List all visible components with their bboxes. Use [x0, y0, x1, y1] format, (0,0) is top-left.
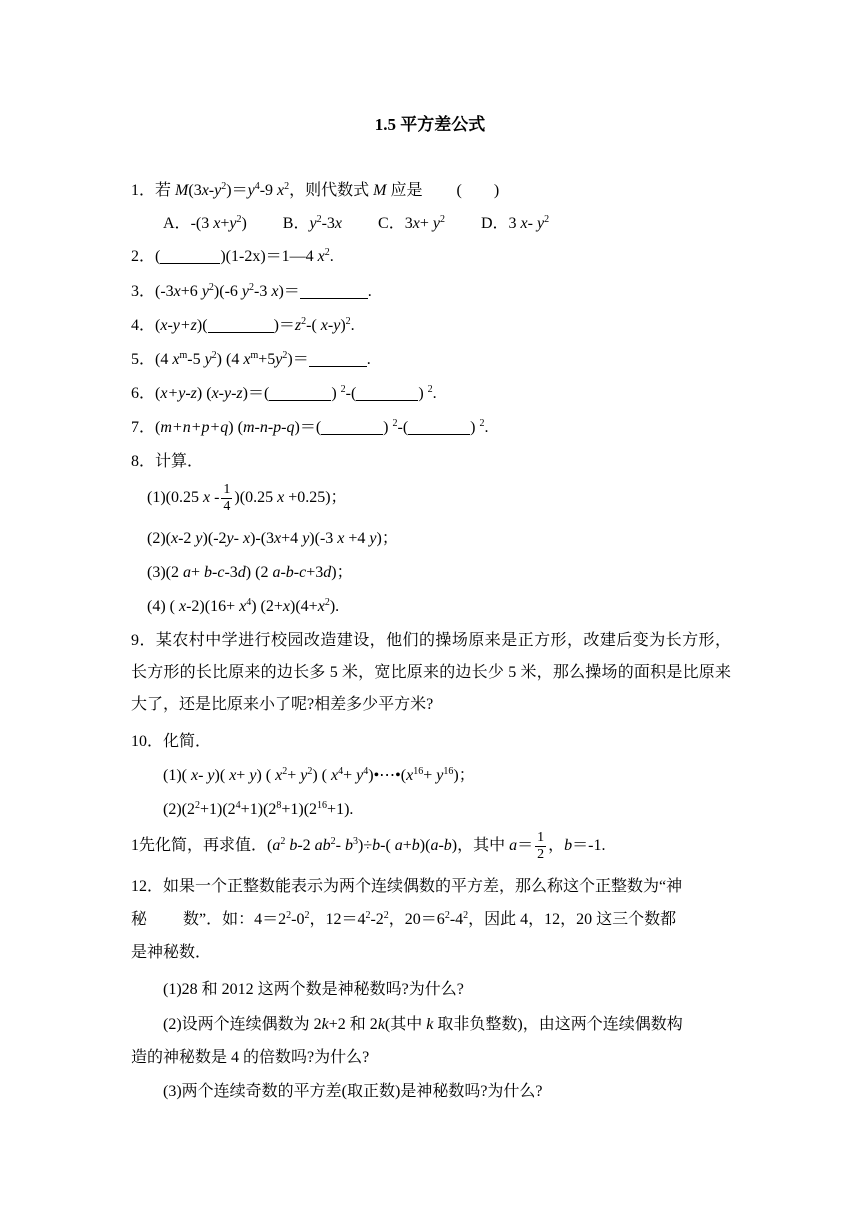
option-a: A．-(3 $x+y^2$) — [163, 214, 247, 232]
question-8: 8．计算． — [131, 453, 204, 470]
answer-parentheses: ( ) — [456, 182, 500, 199]
question-4: 4．(x-y+z)( )$=z^2-$( x-y)$^2$. — [131, 316, 355, 334]
question-10-part-1: (1)( x- y)( x+ y) ( $x^2+ y^2$) ( $x^4+$ $y^4)•\cdots•(x^{16}+ y^{16})$； — [163, 766, 475, 784]
option-d: D．3 x- $y^2$ — [480, 214, 550, 232]
question-12-line-3: 是神秘数． — [131, 944, 212, 961]
answer-blank[interactable] — [300, 282, 368, 299]
answer-blank[interactable] — [408, 418, 470, 435]
question-8-part-1: (1)(0.25 x - $\frac{1}{4}$ )(0.25 x +0.25)； — [147, 481, 347, 514]
page-title: 1.5 平方差公式 — [374, 115, 486, 134]
question-12-part-3: (3)两个连续奇数的平方差(取正数)是神秘数吗?为什么? — [163, 1083, 543, 1100]
question-3: 3．(-3x+6 $y^2)(-6$ $y^2-3$ x)＝ . — [131, 282, 372, 300]
answer-blank[interactable] — [309, 350, 367, 367]
question-12-line-2: 秘 数”．如：$4=2^2-0^2$，$12=4^2-2^2$，$20=6^2-4^2$，因此 4，12，20 这三个数都 — [131, 910, 677, 928]
question-10: 10．化简． — [131, 733, 212, 750]
question-1: 1．若 $M(3x-y^2)=y^4-9$ $x^2$，则代数式 M 应是 ( ) — [131, 181, 500, 199]
question-12-part-2: (2)设两个连续偶数为 2k+2 和 2k(其中 k 取非负整数)，由这两个连续偶数构 — [163, 1016, 683, 1033]
fraction-one-quarter: $\frac{1}{4}$ — [223, 481, 231, 514]
question-2: 2．( )(1-2x)＝1—4 $x^2$. — [131, 247, 334, 265]
answer-blank[interactable] — [321, 418, 383, 435]
question-8-part-2: (2)(x-2 y)(-2y- x)-(3x+4 y)(-3 x +4 y)； — [147, 530, 398, 547]
question-9: 9．某农村中学进行校园改造建设，他们的操场原来是正方形，改建后变为长方形，长方形的长比原来的边长多 5 米，宽比原来的边长少 5 米，那么操场的面积是比原来大了，还是比原来小了呢?相差多少平方米? — [131, 632, 731, 713]
question-6: 6．(x+y-z) (x-y-z)＝( ) $^2$-( ) $^2$. — [131, 384, 437, 402]
answer-blank[interactable] — [208, 316, 274, 333]
question-10-part-2: $(2)(2^2+1)(2^4+1)(2^8+1)(2^{16}+1)$. — [163, 800, 354, 818]
question-12-line-1: 12．如果一个正整数能表示为两个连续偶数的平方差，那么称这个正整数为“神 — [131, 878, 683, 895]
answer-blank[interactable] — [356, 384, 418, 401]
question-8-part-4: (4) ( $x-2)(16+ x^4)$ $(2+x)(4+x^2)$. — [147, 597, 340, 615]
question-12-part-1: (1)28 和 2012 这两个数是神秘数吗?为什么? — [163, 981, 464, 998]
answer-blank[interactable] — [269, 384, 331, 401]
question-7: 7．(m+n+p+q) (m-n-p-q)＝( ) $^2$-( ) $^2$. — [131, 418, 489, 436]
question-11: 1先化简，再求值．($a^2$ b-2 $ab^2-$ $b^3)\div b-$( a+b)(a-b)，其中 a＝ $\frac{1}{2}$ ，b＝-1. — [131, 829, 606, 862]
option-c: C．$3x+ y^2$ — [378, 214, 445, 232]
question-12-part-2-cont: 造的神秘数是 4 的倍数吗?为什么? — [131, 1049, 370, 1066]
option-b: B．$y^2-3x$ — [282, 214, 343, 232]
fraction-one-half: $\frac{1}{2}$ — [537, 829, 545, 862]
answer-blank[interactable] — [160, 247, 220, 264]
question-5: 5．(4 $x^m-5$ $y^2$) (4 $x^m+5y^2)=$ . — [131, 350, 371, 368]
question-1-options — [163, 213, 549, 235]
question-8-part-3: (3)(2 a+ b-c-3d) (2 a-b-c+3d)； — [147, 564, 353, 581]
